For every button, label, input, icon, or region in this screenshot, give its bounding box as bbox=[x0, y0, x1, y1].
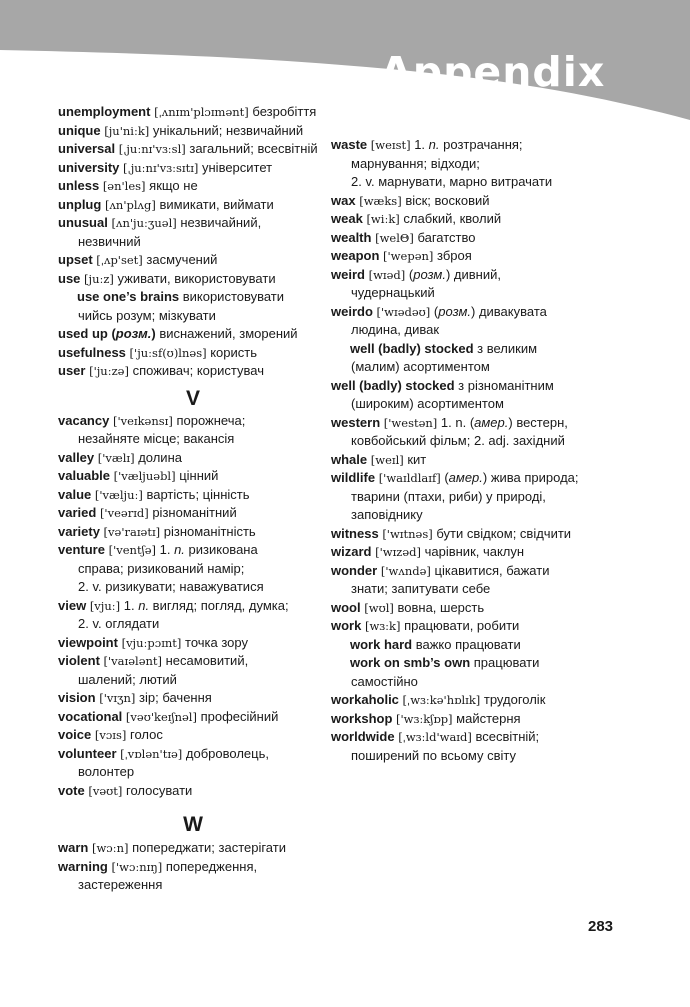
definition: працювати bbox=[470, 655, 540, 670]
definition-continuation: 2. v. марнувати, марно витрачати bbox=[351, 174, 553, 189]
headword: unplug bbox=[58, 196, 102, 212]
dictionary-entry bbox=[331, 266, 631, 285]
dictionary-entry bbox=[58, 122, 328, 141]
headword: well (badly) stocked bbox=[331, 377, 455, 393]
dictionary-entry bbox=[331, 229, 631, 248]
headword: venture bbox=[58, 542, 105, 557]
headword-close: ) bbox=[151, 326, 156, 341]
headword: usefulness bbox=[58, 344, 126, 360]
definition: вовна, шерсть bbox=[393, 599, 485, 615]
headword: wizard bbox=[331, 544, 372, 559]
definition: уживати, використовувати bbox=[113, 270, 276, 286]
headword: weapon bbox=[331, 248, 380, 263]
definition: зір; бачення bbox=[135, 690, 212, 705]
transcription: ['veərɪd] bbox=[99, 506, 149, 520]
definition: ) дивакувата bbox=[471, 303, 547, 319]
definition: унікальний; незвичайний bbox=[149, 122, 304, 138]
dictionary-entry bbox=[58, 270, 328, 289]
headword: user bbox=[58, 363, 86, 378]
dictionary-entry bbox=[58, 196, 328, 215]
definition: вартість; цінність bbox=[142, 486, 250, 502]
dictionary-entry bbox=[331, 543, 631, 562]
headword: well (badly) stocked bbox=[350, 340, 474, 356]
transcription: [wɔːn] bbox=[91, 841, 129, 855]
definition: ) вестерн, bbox=[508, 414, 568, 430]
transcription: [wɪəd] bbox=[368, 267, 406, 282]
transcription: ['veɪkənsɪ] bbox=[112, 413, 173, 428]
usage-label: розм. bbox=[438, 303, 471, 319]
headword: value bbox=[58, 486, 92, 502]
definition: розтрачання; bbox=[439, 137, 523, 152]
dictionary-column-right bbox=[331, 136, 631, 765]
dictionary-entry bbox=[331, 654, 631, 673]
headword: use bbox=[58, 270, 81, 286]
dictionary-entry bbox=[331, 451, 631, 470]
definition: ) жива природа; bbox=[482, 470, 579, 485]
headword: unless bbox=[58, 178, 100, 193]
definition: попередження, bbox=[162, 858, 258, 874]
definition: університет bbox=[198, 159, 273, 175]
headword: viewpoint bbox=[58, 634, 118, 650]
definition: несамовитий, bbox=[162, 653, 249, 668]
dictionary-entry bbox=[331, 599, 631, 618]
dictionary-entry bbox=[58, 504, 328, 523]
transcription: ['wɔːnɪŋ] bbox=[111, 859, 163, 874]
transcription: ['juːzə] bbox=[89, 364, 129, 378]
definition: майстерня bbox=[452, 710, 521, 726]
headword: universal bbox=[58, 141, 116, 156]
definition: вигляд; погляд, думка; bbox=[149, 597, 289, 613]
headword: weird bbox=[331, 266, 365, 282]
headword: whale bbox=[331, 451, 368, 467]
dictionary-entry bbox=[58, 288, 328, 307]
headword: witness bbox=[331, 525, 379, 541]
usage-label: амер. bbox=[448, 470, 483, 485]
dictionary-entry bbox=[331, 525, 631, 544]
transcription: [ˌjuːnɪ'vɜːsɪtɪ] bbox=[123, 160, 199, 175]
definition: незвичайний, bbox=[176, 215, 262, 230]
definition: засмучений bbox=[142, 252, 218, 267]
definition: зброя bbox=[433, 248, 472, 263]
usage-label: розм. bbox=[115, 326, 152, 341]
definition: 1. bbox=[120, 597, 139, 613]
transcription: ['westən] bbox=[383, 415, 438, 430]
transcription: ['vaɪələnt] bbox=[103, 654, 163, 668]
definition: з великим bbox=[473, 340, 538, 356]
definition: бути свідком; свідчити bbox=[432, 525, 572, 541]
definition: чарівник, чаклун bbox=[420, 544, 525, 559]
page-title: Appendix bbox=[380, 48, 606, 96]
definition: ризикована bbox=[184, 542, 258, 557]
definition: з різноманітним bbox=[454, 377, 554, 393]
dictionary-entry bbox=[331, 247, 631, 266]
definition: безробіття bbox=[248, 104, 317, 119]
headword: western bbox=[331, 414, 381, 430]
definition: точка зору bbox=[181, 634, 248, 650]
definition: ( bbox=[440, 470, 449, 485]
definition-continuation: поширений по всьому світу bbox=[351, 747, 516, 763]
dictionary-entry bbox=[58, 486, 328, 505]
usage-label: n. bbox=[428, 137, 440, 152]
dictionary-entry bbox=[58, 523, 328, 542]
transcription: [wʊl] bbox=[364, 600, 394, 615]
definition: виснажений, зморений bbox=[155, 326, 298, 341]
definition: користь bbox=[206, 344, 257, 360]
transcription: [ʌn'juːʒuəl] bbox=[111, 216, 177, 230]
transcription: ['wɪtnəs] bbox=[382, 526, 433, 541]
headword: unemployment bbox=[58, 104, 151, 119]
definition-continuation: незвичний bbox=[78, 233, 141, 249]
definition: голос bbox=[126, 727, 163, 742]
definition-continuation: знати; запитувати себе bbox=[351, 581, 491, 596]
dictionary-entry bbox=[58, 745, 328, 764]
dictionary-entry bbox=[58, 652, 328, 671]
dictionary-entry bbox=[58, 467, 328, 486]
definition: всесвітній; bbox=[471, 729, 540, 744]
transcription: [wæks] bbox=[359, 193, 402, 208]
definition: цінний bbox=[175, 468, 219, 483]
headword: use one’s brains bbox=[77, 289, 180, 304]
definition-continuation: справа; ризикований намір; bbox=[78, 560, 245, 576]
headword: warning bbox=[58, 858, 108, 874]
headword: wildlife bbox=[331, 470, 376, 485]
dictionary-entry bbox=[331, 691, 631, 710]
definition-continuation: застереження bbox=[78, 877, 163, 892]
headword: vocational bbox=[58, 708, 123, 724]
dictionary-entry bbox=[331, 136, 631, 155]
dictionary-entry bbox=[58, 344, 328, 363]
dictionary-entry bbox=[331, 377, 631, 396]
headword: varied bbox=[58, 505, 97, 520]
transcription: [ˌʌp'set] bbox=[96, 253, 143, 267]
definition-continuation: шалений; лютий bbox=[78, 671, 177, 687]
definition: голосувати bbox=[122, 782, 193, 798]
transcription: [ˌvɒlən'tɪə] bbox=[120, 746, 183, 761]
definition: ( bbox=[430, 303, 439, 319]
headword: vision bbox=[58, 690, 96, 705]
definition: працювати, робити bbox=[400, 618, 520, 633]
transcription: [ʌn'plʌg] bbox=[104, 197, 156, 212]
dictionary-entry bbox=[331, 469, 631, 488]
definition-continuation: волонтер bbox=[78, 764, 135, 779]
headword: variety bbox=[58, 523, 100, 539]
definition-continuation: людина, дивак bbox=[351, 322, 440, 337]
transcription: [ju'niːk] bbox=[104, 123, 150, 138]
dictionary-entry bbox=[58, 449, 328, 468]
transcription: ['wɪədəʊ] bbox=[376, 304, 431, 319]
dictionary-entry bbox=[58, 597, 328, 616]
definition-continuation: самостійно bbox=[351, 673, 418, 689]
headword: weirdo bbox=[331, 303, 373, 319]
dictionary-entry bbox=[331, 414, 631, 433]
transcription: [ˌʌnɪm'plɔɪmənt] bbox=[154, 105, 249, 119]
definition: долина bbox=[134, 449, 182, 465]
definition: віск; восковий bbox=[401, 192, 490, 208]
headword: work hard bbox=[350, 636, 413, 652]
transcription: ['wepən] bbox=[383, 249, 434, 263]
transcription: ['juːsf(ʊ)lnəs] bbox=[129, 345, 207, 360]
dictionary-entry bbox=[58, 412, 328, 431]
dictionary-entry bbox=[58, 726, 328, 745]
transcription: ['waɪldlaɪf] bbox=[378, 471, 441, 485]
transcription: [vɔɪs] bbox=[94, 728, 127, 742]
headword: used up ( bbox=[58, 326, 116, 341]
headword: wax bbox=[331, 192, 356, 208]
headword: unusual bbox=[58, 215, 108, 230]
headword: valuable bbox=[58, 468, 111, 483]
dictionary-entry bbox=[331, 340, 631, 359]
transcription: ['vælɪ] bbox=[97, 450, 135, 465]
headword: unique bbox=[58, 122, 101, 138]
definition: вимикати, виймати bbox=[155, 196, 274, 212]
transcription: ['wʌndə] bbox=[380, 563, 431, 578]
dictionary-entry bbox=[58, 839, 328, 858]
transcription: [juːz] bbox=[84, 271, 114, 286]
headword: workaholic bbox=[331, 692, 399, 707]
transcription: [ən'les] bbox=[102, 179, 146, 193]
usage-label: n. bbox=[138, 597, 150, 613]
headword: vote bbox=[58, 782, 85, 798]
definition-continuation: незайняте місце; вакансія bbox=[78, 431, 235, 446]
dictionary-entry bbox=[58, 177, 328, 196]
dictionary-entry bbox=[331, 210, 631, 229]
dictionary-entry bbox=[331, 728, 631, 747]
definition: трудоголік bbox=[480, 692, 546, 707]
usage-label: амер. bbox=[474, 414, 509, 430]
headword: wool bbox=[331, 599, 361, 615]
definition: різноманітний bbox=[148, 505, 237, 520]
headword: wonder bbox=[331, 562, 378, 578]
usage-label: розм. bbox=[413, 266, 446, 282]
transcription: [wiːk] bbox=[366, 212, 400, 226]
transcription: [vjuːpɔɪnt] bbox=[121, 635, 182, 650]
transcription: [vəʊ'keɪʃnəl] bbox=[125, 709, 197, 724]
definition-continuation: тварини (птахи, риби) у природі, bbox=[351, 488, 546, 504]
transcription: [welΘ] bbox=[375, 230, 414, 245]
dictionary-entry bbox=[331, 710, 631, 729]
headword: university bbox=[58, 159, 120, 175]
definition: цікавитися, бажати bbox=[430, 562, 550, 578]
transcription: [vəʊt] bbox=[88, 783, 123, 798]
dictionary-entry bbox=[58, 782, 328, 801]
transcription: [ˌjuːnɪ'vɜːsl] bbox=[118, 142, 186, 156]
headword: vacancy bbox=[58, 412, 110, 428]
transcription: ['ventʃə] bbox=[108, 543, 156, 557]
definition: використовувати bbox=[179, 289, 285, 304]
dictionary-entry bbox=[58, 159, 328, 178]
transcription: [ˌwɜːkə'hɒlɪk] bbox=[402, 693, 481, 707]
definition: 1. bbox=[410, 137, 429, 152]
definition: ) дивний, bbox=[445, 266, 501, 282]
definition: професійний bbox=[196, 708, 279, 724]
definition-continuation: (малим) асортиментом bbox=[351, 359, 490, 374]
headword: weak bbox=[331, 211, 363, 226]
transcription: ['wɜːkʃɒp] bbox=[396, 711, 453, 726]
dictionary-entry bbox=[58, 140, 328, 159]
headword: volunteer bbox=[58, 745, 117, 761]
definition: споживач; користувач bbox=[128, 363, 264, 378]
definition: 1. bbox=[156, 542, 175, 557]
definition: кит bbox=[403, 451, 427, 467]
dictionary-entry bbox=[331, 303, 631, 322]
definition-continuation: 2. v. ризикувати; наважуватися bbox=[78, 579, 264, 594]
transcription: [wɜːk] bbox=[364, 619, 401, 633]
headword: view bbox=[58, 597, 87, 613]
page-number: 283 bbox=[588, 918, 614, 935]
dictionary-entry bbox=[58, 634, 328, 653]
dictionary-column-left bbox=[58, 103, 328, 895]
dictionary-entry bbox=[331, 192, 631, 211]
transcription: ['væljuəbl] bbox=[113, 469, 176, 483]
definition: загальний; всесвітній bbox=[185, 141, 318, 156]
definition-continuation: (широким) асортиментом bbox=[351, 396, 504, 411]
dictionary-entry bbox=[58, 325, 328, 344]
dictionary-entry bbox=[331, 636, 631, 655]
dictionary-entry bbox=[58, 103, 328, 122]
definition: ( bbox=[405, 266, 414, 282]
headword: wealth bbox=[331, 229, 372, 245]
transcription: [vjuː] bbox=[89, 598, 121, 613]
transcription: [və'raɪətɪ] bbox=[103, 524, 161, 539]
headword: work bbox=[331, 618, 362, 633]
definition-continuation: чудернацький bbox=[351, 285, 435, 300]
transcription: [ˌwɜːld'waɪd] bbox=[398, 730, 472, 744]
section-letter: V bbox=[185, 386, 200, 410]
dictionary-entry bbox=[58, 858, 328, 877]
definition: різноманітність bbox=[160, 523, 256, 539]
headword: voice bbox=[58, 727, 92, 742]
definition: попереджати; застерігати bbox=[128, 840, 286, 855]
dictionary-entry bbox=[58, 214, 328, 233]
dictionary-entry bbox=[58, 541, 328, 560]
dictionary-entry bbox=[331, 617, 631, 636]
transcription: [weɪl] bbox=[370, 452, 404, 467]
definition-continuation: 2. v. оглядати bbox=[78, 616, 160, 631]
usage-label: n. bbox=[174, 542, 185, 557]
definition-continuation: ковбойський фільм; 2. adj. західний bbox=[351, 433, 565, 448]
transcription: ['vɪʒn] bbox=[99, 691, 136, 705]
definition-continuation: заповіднику bbox=[351, 507, 423, 522]
headword: violent bbox=[58, 653, 100, 668]
dictionary-entry bbox=[58, 689, 328, 708]
definition: слабкий, кволий bbox=[399, 211, 502, 226]
definition-continuation: марнування; відходи; bbox=[351, 155, 480, 171]
section-letter: W bbox=[183, 813, 203, 836]
dictionary-entry bbox=[58, 708, 328, 727]
headword: worldwide bbox=[331, 729, 395, 744]
definition: доброволець, bbox=[182, 745, 269, 761]
definition: важко працювати bbox=[412, 636, 521, 652]
definition: 1. n. ( bbox=[437, 414, 475, 430]
dictionary-entry bbox=[331, 562, 631, 581]
definition: порожнеча; bbox=[172, 412, 246, 428]
dictionary-entry bbox=[58, 251, 328, 270]
headword: valley bbox=[58, 449, 95, 465]
headword: workshop bbox=[331, 710, 393, 726]
headword: waste bbox=[331, 137, 368, 152]
definition: якщо не bbox=[145, 178, 198, 193]
definition-continuation: чийсь розум; мізкувати bbox=[78, 307, 216, 323]
headword: upset bbox=[58, 252, 93, 267]
transcription: [weɪst] bbox=[370, 138, 411, 152]
dictionary-entry bbox=[58, 362, 328, 381]
headword: warn bbox=[58, 840, 89, 855]
transcription: ['wɪzəd] bbox=[375, 545, 421, 559]
headword: work on smb’s own bbox=[350, 655, 471, 670]
definition: багатство bbox=[413, 229, 476, 245]
transcription: ['væljuː] bbox=[94, 487, 143, 502]
